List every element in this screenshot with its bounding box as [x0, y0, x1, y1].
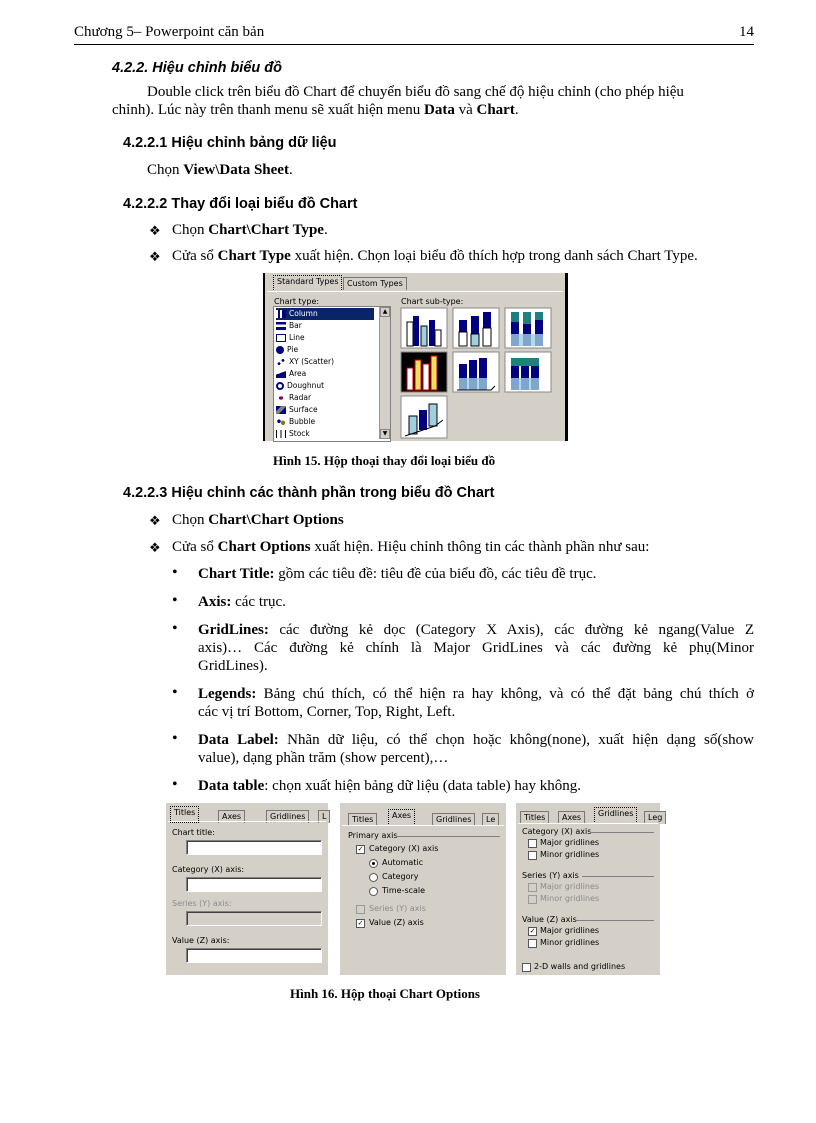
- subtype-100-stacked-column[interactable]: [505, 308, 551, 348]
- series-group-label: Series (Y) axis: [522, 871, 579, 880]
- item-axis: [198, 593, 286, 612]
- data-sheet-instruction: [147, 161, 293, 180]
- list-item-label: Line: [289, 333, 305, 342]
- tab-custom-types[interactable]: Custom Types: [343, 277, 407, 290]
- tab-divider: [267, 291, 563, 292]
- chart-subtype-label: Chart sub-type:: [401, 297, 464, 306]
- gridlines-tab-dialog: [516, 803, 663, 975]
- category-group-label: Category (X) axis: [522, 827, 592, 836]
- menu-path: View\Data Sheet: [183, 162, 289, 178]
- scatter-chart-icon: [276, 358, 286, 366]
- item-gridlines-line2: axis)… Các đường kẻ chính là Major GridLines và các đường kẻ phụ(Minor: [198, 640, 754, 656]
- paragraph-line-2: [112, 101, 519, 120]
- stock-chart-icon: [276, 430, 286, 438]
- subtype-clustered-column[interactable]: [401, 308, 447, 348]
- value-axis-checkbox[interactable]: ✓: [357, 919, 364, 927]
- menu-path: Chart\Chart Type: [208, 222, 324, 238]
- subtype-3d-100-stacked-column[interactable]: [505, 352, 551, 392]
- bullet-chart-options-window: [172, 538, 649, 557]
- column-chart-icon: [276, 310, 286, 318]
- tab-divider: [168, 821, 326, 822]
- figure-15-caption: Hình 15. Hộp thoại thay đổi loại biểu đồ: [273, 453, 496, 468]
- term: Chart Title:: [198, 566, 275, 582]
- category-axis-label: Category (X) axis:: [172, 865, 245, 874]
- value-minor-checkbox[interactable]: [528, 939, 537, 948]
- dot-bullet-icon: •: [172, 730, 178, 747]
- titles-tab-dialog: [166, 803, 328, 975]
- tab-legend[interactable]: L: [318, 810, 330, 823]
- chart-subtype-grid[interactable]: [399, 306, 553, 440]
- tab-standard-types[interactable]: Standard Types: [273, 275, 342, 292]
- diamond-bullet-icon: ❖: [149, 249, 161, 264]
- chart-subtype-thumbnails[interactable]: [399, 306, 553, 440]
- item-chart-title: [198, 565, 596, 584]
- automatic-radio[interactable]: [369, 859, 378, 868]
- group-divider: [590, 832, 654, 833]
- section-heading-4-2-2-2: 4.2.2.2 Thay đổi loại biểu đồ Chart: [123, 196, 358, 212]
- list-scrollbar[interactable]: [379, 307, 390, 439]
- value-axis-input[interactable]: [186, 948, 322, 963]
- list-item-label: Pie: [287, 345, 299, 354]
- series-minor-checkbox: [528, 895, 537, 904]
- series-major-checkbox: [528, 883, 537, 892]
- list-item-label: Doughnut: [287, 381, 325, 390]
- figure-16-caption: Hình 16. Hộp thoại Chart Options: [290, 986, 480, 1001]
- item-gridlines-line3: GridLines).: [198, 658, 268, 674]
- chart-type-label: Chart type:: [274, 297, 320, 306]
- item-data-label-line1: [198, 731, 754, 750]
- series-axis-checkbox: [356, 905, 365, 914]
- subtype-3d-stacked-column[interactable]: [453, 352, 499, 392]
- list-item-label: Bar: [289, 321, 302, 330]
- primary-axis-group-label: Primary axis: [348, 831, 398, 840]
- subtype-stacked-column[interactable]: [453, 308, 499, 348]
- desc: các trục.: [231, 594, 286, 610]
- item-data-table: [198, 777, 581, 796]
- list-item-label: Radar: [289, 393, 312, 402]
- list-item[interactable]: [276, 356, 334, 368]
- scroll-up-icon[interactable]: ▲: [380, 307, 390, 317]
- list-item[interactable]: [276, 308, 374, 320]
- desc: Nhãn dữ liệu, có thể chọn hoặc không(none), xuất hiện dạng số(show: [278, 732, 755, 748]
- category-minor-checkbox[interactable]: [528, 851, 537, 860]
- doughnut-chart-icon: [276, 382, 284, 390]
- menu-chart-term: Chart: [476, 102, 515, 118]
- item-gridlines-line1: [198, 621, 754, 640]
- item-data-label-line2: value), dạng phần trăm (show percent),…: [198, 750, 449, 766]
- category-label: Category: [382, 872, 419, 881]
- value-major-checkbox[interactable]: ✓: [529, 927, 536, 935]
- list-item-label: Bubble: [289, 417, 316, 426]
- pie-chart-icon: [276, 346, 284, 354]
- series-major-label: Major gridlines: [540, 882, 600, 891]
- term: GridLines:: [198, 622, 269, 638]
- area-chart-icon: [276, 370, 286, 378]
- category-major-label: Major gridlines: [540, 838, 600, 847]
- category-radio[interactable]: [369, 873, 378, 882]
- value-minor-label: Minor gridlines: [540, 938, 600, 947]
- list-item[interactable]: [276, 404, 318, 416]
- desc: Bảng chú thích, có thể hiện ra hay không, và có thể đặt bảng chú thích ở: [256, 686, 754, 702]
- page-header: [74, 24, 754, 41]
- header-rule: [74, 44, 754, 45]
- dot-bullet-icon: •: [172, 776, 178, 793]
- list-item[interactable]: [276, 416, 315, 428]
- subtype-3d-column[interactable]: [401, 396, 447, 438]
- list-item[interactable]: [276, 392, 311, 404]
- group-divider: [396, 836, 500, 837]
- text: Chọn: [172, 222, 209, 238]
- text: Cửa sổ: [172, 248, 218, 264]
- series-axis-input: [186, 911, 322, 926]
- desc: các đường kẻ dọc (Category X Axis), các đường kẻ ngang(Value Z: [268, 622, 754, 638]
- tab-axes[interactable]: Axes: [218, 810, 245, 823]
- chart-title-label: Chart title:: [172, 828, 215, 837]
- tab-divider: [518, 823, 658, 824]
- subtype-3d-clustered-column[interactable]: [401, 352, 447, 392]
- chapter-title: Chương 5– Powerpoint căn bản: [74, 24, 265, 40]
- list-item[interactable]: [276, 380, 324, 392]
- list-item[interactable]: [276, 320, 302, 332]
- value-major-label: Major gridlines: [540, 926, 600, 935]
- category-axis-label: Category (X) axis: [369, 844, 439, 853]
- bullet-chart-options: [172, 511, 344, 530]
- bubble-chart-icon: [276, 418, 286, 426]
- term: Data Label:: [198, 732, 279, 748]
- text: xuất hiện. Hiệu chỉnh thông tin các thành phần như sau:: [310, 539, 650, 555]
- time-scale-label: Time-scale: [382, 886, 426, 895]
- chart-title-input[interactable]: [186, 840, 322, 855]
- list-item[interactable]: [276, 368, 306, 380]
- walls-gridlines-checkbox[interactable]: [522, 963, 531, 972]
- line-chart-icon: [276, 334, 286, 342]
- item-legends-line1: [198, 685, 754, 704]
- radar-chart-icon: [276, 394, 286, 402]
- tab-legend[interactable]: Leg: [644, 811, 666, 824]
- axes-tab-dialog: [340, 803, 506, 975]
- text: Chọn: [147, 162, 184, 178]
- tab-gridlines[interactable]: Gridlines: [266, 810, 309, 823]
- automatic-label: Automatic: [382, 858, 424, 867]
- term: Chart Options: [217, 539, 311, 555]
- term: Chart Type: [217, 248, 291, 264]
- list-item-label: Column: [289, 309, 318, 318]
- dot-bullet-icon: •: [172, 564, 178, 581]
- diamond-bullet-icon: ❖: [149, 223, 161, 238]
- section-heading-4-2-2-3: 4.2.2.3 Hiệu chỉnh các thành phần trong biểu đồ Chart: [123, 485, 495, 501]
- paragraph-line-1: Double click trên biểu đồ Chart để chuyển biểu đồ sang chế độ hiệu chỉnh (cho phép hiệu: [147, 84, 684, 100]
- term: Data table: [198, 778, 265, 794]
- category-minor-label: Minor gridlines: [540, 850, 600, 859]
- list-item-label: XY (Scatter): [289, 357, 335, 366]
- item-legends-line2: các vị trí Bottom, Corner, Top, Right, Left.: [198, 704, 456, 720]
- diamond-bullet-icon: ❖: [149, 540, 161, 555]
- tab-gridlines[interactable]: Gridlines: [432, 813, 475, 826]
- category-axis-checkbox[interactable]: ✓: [357, 845, 364, 853]
- group-divider: [576, 920, 654, 921]
- desc: : chọn xuất hiện bảng dữ liệu (data table) hay không.: [264, 778, 582, 794]
- bullet-chart-type: [172, 221, 328, 240]
- paragraph-text: chỉnh). Lúc này trên thanh menu sẽ xuất hiện menu: [112, 102, 424, 118]
- term: Legends:: [198, 686, 257, 702]
- bar-chart-icon: [276, 322, 286, 330]
- tab-titles[interactable]: Titles: [520, 811, 549, 824]
- term: Axis:: [198, 594, 232, 610]
- series-axis-label: Series (Y) axis: [369, 904, 426, 913]
- section-heading-4-2-2: 4.2.2. Hiệu chỉnh biểu đồ: [112, 60, 282, 76]
- chart-type-dialog: [263, 273, 568, 441]
- diamond-bullet-icon: ❖: [149, 513, 161, 528]
- value-axis-label: Value (Z) axis: [369, 918, 424, 927]
- bullet-chart-type-window: [172, 247, 698, 266]
- list-item-label: Surface: [289, 405, 318, 414]
- category-axis-input[interactable]: [186, 877, 322, 892]
- dot-bullet-icon: •: [172, 592, 178, 609]
- value-axis-label: Value (Z) axis:: [172, 936, 230, 945]
- text: Chọn: [172, 512, 209, 528]
- group-divider: [582, 876, 654, 877]
- list-item-label: Area: [289, 369, 307, 378]
- text: .: [323, 222, 328, 238]
- walls-gridlines-label: 2-D walls and gridlines: [534, 962, 626, 971]
- category-major-checkbox[interactable]: [528, 839, 537, 848]
- series-axis-label: Series (Y) axis:: [172, 899, 232, 908]
- section-heading-4-2-2-1: 4.2.2.1 Hiệu chỉnh bảng dữ liệu: [123, 135, 337, 151]
- text: Cửa sổ: [172, 539, 218, 555]
- series-minor-label: Minor gridlines: [540, 894, 600, 903]
- list-item[interactable]: [276, 428, 310, 440]
- tab-legend[interactable]: Le: [482, 813, 499, 826]
- list-item[interactable]: [276, 332, 305, 344]
- text: xuất hiện. Chọn loại biểu đồ thích hợp trong danh sách Chart Type.: [290, 248, 698, 264]
- tab-titles[interactable]: Titles: [348, 813, 377, 826]
- text: .: [288, 162, 293, 178]
- tab-axes[interactable]: Axes: [388, 809, 415, 826]
- tab-axes[interactable]: Axes: [558, 811, 585, 824]
- list-item-label: Stock: [289, 429, 310, 438]
- tab-gridlines[interactable]: Gridlines: [594, 807, 637, 824]
- list-item[interactable]: [276, 344, 298, 356]
- paragraph-text: .: [514, 102, 519, 118]
- menu-data-term: Data: [424, 102, 455, 118]
- tab-titles[interactable]: Titles: [170, 806, 199, 823]
- desc: gồm các tiêu đề: tiêu đề của biểu đồ, các tiêu đề trục.: [274, 566, 597, 582]
- dot-bullet-icon: •: [172, 684, 178, 701]
- page-number: 14: [739, 24, 754, 40]
- time-scale-radio[interactable]: [369, 887, 378, 896]
- value-group-label: Value (Z) axis: [522, 915, 577, 924]
- tab-divider: [342, 825, 504, 826]
- chart-type-list[interactable]: [273, 306, 391, 442]
- paragraph-text: và: [454, 102, 477, 118]
- menu-path: Chart\Chart Options: [208, 512, 344, 528]
- scroll-down-icon[interactable]: ▼: [380, 429, 390, 439]
- dot-bullet-icon: •: [172, 620, 178, 637]
- surface-chart-icon: [276, 406, 286, 414]
